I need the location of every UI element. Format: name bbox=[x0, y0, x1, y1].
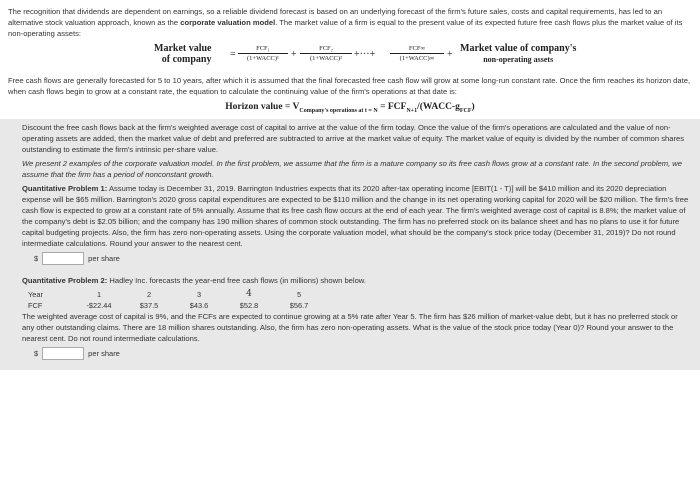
intro-text-end: . The market value of a firm is equal to the present value of its expected future free cash flows plus the market value of its non-operating assets: bbox=[8, 18, 683, 38]
term1-denominator: (1+WACC)¹ bbox=[247, 55, 279, 62]
formula-lhs-line1: Market value bbox=[154, 43, 212, 54]
horizon-lead: Horizon value = V bbox=[225, 102, 300, 112]
formula-plus-2: + bbox=[447, 49, 453, 60]
term1-numerator: FCF₁ bbox=[238, 45, 288, 54]
formula-termN bbox=[390, 45, 444, 63]
intro-bold-term: corporate valuation model bbox=[180, 18, 276, 27]
year-cell: 4 bbox=[246, 289, 252, 300]
horizon-close: ) bbox=[471, 102, 475, 112]
problem2-intro bbox=[22, 275, 692, 286]
formula-term2 bbox=[300, 45, 352, 63]
fcf-label: FCF bbox=[28, 300, 43, 310]
horizon-sub-ops: Company's operations at t = N bbox=[299, 107, 378, 114]
dollar-sign: $ bbox=[34, 253, 39, 263]
fcf-cell: $37.5 bbox=[139, 300, 159, 310]
formula-rhs bbox=[460, 43, 576, 65]
problem2-text: The weighted average cost of capital is 9%, and the FCFs are expected to continue growing at a 5% rate after Year 5. The firm has $26 million of market-value debt, but it has no preferred stock or any other outstanding claims. There are 18 million shares outstanding. Also, the firm has zero non-operating assets. What is the value of the stock price today (Year 0)? Round your answer to the nearest cent. Do not round intermediate calculations. bbox=[22, 311, 678, 343]
year-label: Year bbox=[28, 289, 43, 299]
termN-denominator: (1+WACC)∞ bbox=[399, 55, 435, 62]
formula-rhs-line2: non-operating assets bbox=[483, 55, 554, 64]
problem1-text: Assume today is December 31, 2019. Barrington Industries expects that its 2020 after-tax operating income [EBIT(1 - T)] will be $410 million and its 2020 depreciation expense will be $65 million. Barrington's 2020 gross capital expenditures are expected to be $110 million and the change in its net operating working capital for 2020 will be $20 million. The firm's free cash flow is expected to grow at a constant rate of 5% annually. Assume that its free cash flow occurs at the end of each year. The firm's weighted average cost of capital is 8.8%; the market value of the company's debt is $2.05 billion; and the company has 190 million shares of common stock outstanding. The firm has no preferred stock on its balance sheet and has no plans to use it for future capital budgeting projects. Also, the firm has zero non-operating assets. Using the corporate valuation model, what should be the company's stock price today (December 31, 2019)? Do not round intermediate calculations. Round your answer to the nearest cent. bbox=[22, 183, 689, 248]
horizon-mid: = FCF bbox=[377, 102, 407, 112]
horizon-tail: /(WACC-g bbox=[417, 102, 460, 112]
problem1-title: Quantitative Problem 1: bbox=[22, 183, 108, 193]
year-cell: 1 bbox=[96, 289, 102, 299]
term2-denominator: (1+WACC)² bbox=[310, 55, 342, 62]
problem1-answer-input[interactable] bbox=[42, 252, 84, 265]
termN-numerator: FCF∞ bbox=[390, 45, 444, 54]
problem1-paragraph bbox=[22, 183, 692, 249]
formula-lhs bbox=[154, 43, 212, 65]
fcf-cell: $52.8 bbox=[239, 300, 259, 310]
formula-term1 bbox=[238, 45, 288, 63]
fcf-table bbox=[22, 289, 324, 311]
year-row bbox=[22, 289, 324, 300]
year-cell: 2 bbox=[146, 289, 152, 299]
problem2-title: Quantitative Problem 2: bbox=[22, 275, 108, 285]
problems-section bbox=[0, 119, 700, 370]
formula-plus: + bbox=[291, 49, 297, 60]
formula-lhs-line2: of company bbox=[161, 54, 212, 65]
intro-text: The recognition that dividends are dependent on earnings, so a reliable dividend forecast is based on an underlying forecast of the firm's future sales, costs and capital requirements, has led to an alternative stock valuation approach, known as the bbox=[8, 7, 663, 27]
problem2-intro-text: Hadley Inc. forecasts the year-end free cash flows (in millions) shown below. bbox=[107, 275, 366, 285]
fcf-cell: -$22.44 bbox=[86, 300, 112, 310]
per-share-label: per share bbox=[88, 253, 120, 263]
term2-numerator: FCF₂ bbox=[300, 45, 352, 54]
formula-rhs-line1: Market value of company's bbox=[460, 43, 577, 54]
fcf-paragraph: Free cash flows are generally forecasted for 5 to 10 years, after which it is assumed that the final forecasted free cash flow will grow at some long-run constant rate. Once the firm reaches its horizon date, when cash flows begin to grow at a constant rate, the equation to calculate the continuing value of the firm's operations at that date is: bbox=[8, 76, 691, 96]
per-share-label: per share bbox=[88, 348, 120, 358]
year-cell: 3 bbox=[196, 289, 202, 299]
valuation-formula bbox=[8, 42, 692, 72]
discount-paragraph: Discount the free cash flows back at the firm's weighted average cost of capital to arrive at the value of the firm today. Once the value of the firm's operations are calculated and the value of non-operating assets are added, then the market value of debt and preferred are subtracted to arrive at the market value of equity. The market value of equity is divided by the number of common shares outstanding to estimate the firm's intrinsic per-share value. bbox=[22, 122, 685, 154]
intro-paragraph bbox=[8, 6, 692, 39]
fcf-cell: $56.7 bbox=[289, 300, 309, 310]
horizon-sub-n1: N+1 bbox=[406, 107, 418, 114]
horizon-sub-fcf: FCF bbox=[459, 107, 472, 114]
horizon-formula bbox=[8, 102, 692, 114]
fcf-row bbox=[22, 300, 324, 311]
problem2-answer-input[interactable] bbox=[42, 347, 84, 360]
formula-equals: = bbox=[230, 49, 236, 60]
examples-paragraph: We present 2 examples of the corporate valuation model. In the first problem, we assume that the firm is a mature company so its free cash flows grow at a constant rate. In the second problem, we assume that the firm has a period of nonconstant growth. bbox=[22, 158, 682, 179]
problem2-answer-row bbox=[22, 347, 692, 360]
problem1-answer-row bbox=[22, 252, 692, 265]
dollar-sign: $ bbox=[34, 348, 39, 358]
formula-ellipsis: +···+ bbox=[354, 49, 376, 60]
fcf-cell: $43.6 bbox=[189, 300, 209, 310]
year-cell: 5 bbox=[296, 289, 302, 299]
